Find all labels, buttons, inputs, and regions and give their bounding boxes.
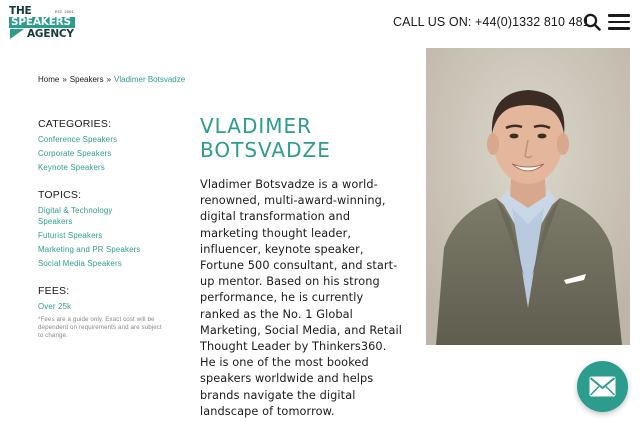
fee-disclaimer: *Fees are a guide only. Exact cost will be dependent on requirements and are subject to change. xyxy=(38,316,162,339)
breadcrumb-current: Vladimer Botsvadze xyxy=(114,75,186,84)
breadcrumb-speakers[interactable]: Speakers xyxy=(69,75,104,84)
topics-block xyxy=(38,189,168,269)
speaker-name-first: VLADIMER xyxy=(200,114,313,138)
logo-line-speakers: SPEAKERS xyxy=(9,17,75,28)
envelope-icon xyxy=(589,376,616,397)
menu-bar xyxy=(608,21,630,24)
topic-link-digital-technology[interactable]: Digital & Technology Speakers xyxy=(38,206,113,226)
menu-bar xyxy=(608,27,630,30)
hamburger-menu-icon[interactable] xyxy=(608,14,630,30)
category-link-keynote[interactable]: Keynote Speakers xyxy=(38,163,105,172)
logo-line-the: THE xyxy=(9,5,32,17)
logo-triangle-icon xyxy=(10,29,24,39)
topic-link-futurist[interactable]: Futurist Speakers xyxy=(38,231,103,240)
breadcrumb-home[interactable]: Home xyxy=(38,75,60,84)
fee-value-link[interactable]: Over 25k xyxy=(38,302,72,311)
site-header xyxy=(0,0,640,48)
contact-chat-button[interactable] xyxy=(577,361,628,412)
menu-bar xyxy=(608,14,630,17)
categories-heading: CATEGORIES: xyxy=(38,118,112,130)
categories-block xyxy=(38,118,168,173)
speaker-name-last: BOTSVADZE xyxy=(200,138,331,162)
logo-line-agency: AGENCY xyxy=(27,28,74,40)
speaker-photo xyxy=(426,48,630,345)
category-link-corporate[interactable]: Corporate Speakers xyxy=(38,149,112,158)
site-logo[interactable] xyxy=(9,6,79,40)
speaker-sidebar xyxy=(38,118,168,356)
category-link-conference[interactable]: Conference Speakers xyxy=(38,135,118,144)
logo-est: EST. 2001 xyxy=(55,10,75,14)
breadcrumb-separator: » xyxy=(62,75,67,84)
topic-link-marketing-pr[interactable]: Marketing and PR Speakers xyxy=(38,245,141,254)
speaker-bio: Vladimer Botsvadze is a world-renowned, multi-award-winning, digital transformation and marketing thought leader, influencer, keynote speaker, Fortune 500 consultant, and start-up mentor. Based on his strong performance, he is currently ranked as the No. 1 Global Marketing, Social Media, and Retail Thought Leader by Thinkers360. He is one of the most booked speakers worldwide and helps brands navigate the digital landscape of tomorrow. xyxy=(200,178,402,418)
fees-block xyxy=(38,285,168,340)
speaker-name xyxy=(200,114,420,162)
breadcrumb-separator: » xyxy=(106,75,112,84)
call-us-link[interactable]: CALL US ON: +44(0)1332 810 481 xyxy=(393,15,590,29)
breadcrumb xyxy=(38,75,185,84)
search-icon[interactable] xyxy=(583,13,601,31)
fees-heading: FEES: xyxy=(38,285,70,297)
topic-link-social-media[interactable]: Social Media Speakers xyxy=(38,259,122,268)
topics-heading: TOPICS: xyxy=(38,189,82,201)
